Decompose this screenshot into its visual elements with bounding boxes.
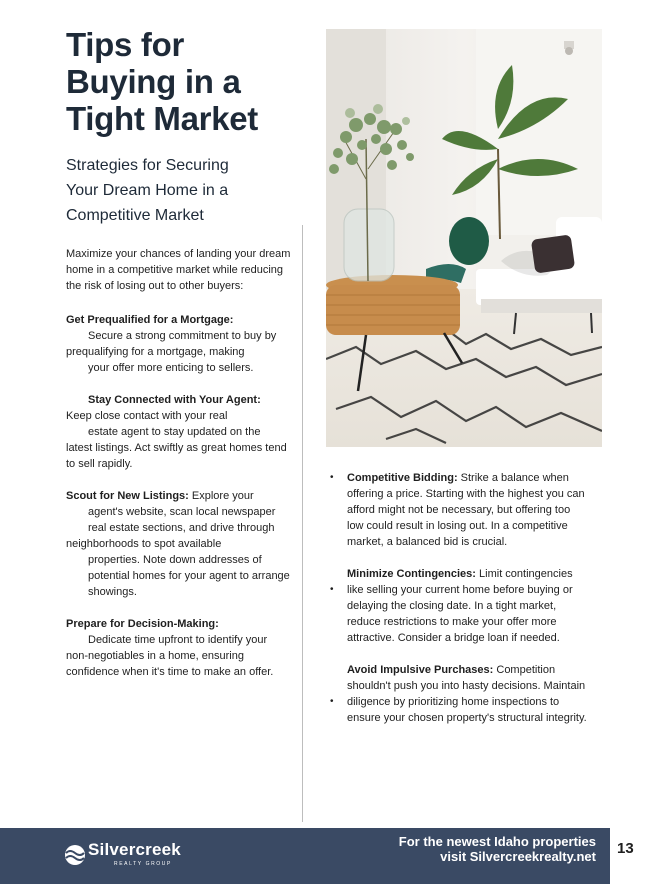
tip-heading: Scout for New Listings:: [66, 490, 189, 502]
logo-wordmark: Silvercreek: [88, 840, 181, 859]
tip-heading: Minimize Contingencies:: [347, 568, 476, 580]
silvercreek-wave-icon: [64, 844, 86, 866]
bullet: •: [330, 472, 334, 483]
subtitle-line: Your Dream Home in a: [66, 182, 229, 199]
page-title: [66, 26, 306, 137]
silvercreek-logo[interactable]: [64, 838, 204, 874]
tip-text: Competition shouldn't push you into hasty decisions. Maintain diligence by prioritizing home inspections to ensure your chosen property's structural integrity.: [347, 664, 587, 724]
tip-text: agent's website, scan local newspaper real estate sections, and drive through: [88, 506, 276, 534]
title-line: Tips for: [66, 26, 184, 63]
list-item: [330, 662, 588, 726]
intro-paragraph: Maximize your chances of landing your dream home in a competitive market while reducing the risk of losing out to other buyers:: [66, 248, 291, 292]
website-link[interactable]: visit Silvercreekrealty.net: [440, 849, 596, 864]
tip-text: Scout for New Listings: Explore your: [66, 490, 254, 502]
tip-text: Strike a balance when offering a price. Starting with the highest you can afford might not be necessary, but offering too low could result in losing out. In a competitive market, a balanced bid is crucial.: [347, 472, 585, 548]
living-room-photo: [326, 29, 602, 447]
tip-text: Dedicate time upfront to identify your: [88, 634, 268, 646]
tip-text: latest listings. Act swiftly as great homes tend to sell rapidly.: [66, 442, 287, 470]
page-subtitle: [66, 153, 266, 228]
tip-text: estate agent to stay updated on the: [88, 426, 261, 438]
tip-listings: [66, 488, 294, 600]
tip-heading: Stay Connected with Your Agent:: [88, 394, 261, 406]
tip-text: properties. Note down addresses of potential homes for your agent to arrange showings.: [88, 554, 290, 598]
right-column: [330, 470, 588, 742]
logo-subtitle: REALTY GROUP: [114, 861, 172, 867]
list-item: [330, 566, 588, 646]
tagline-line: For the newest Idaho properties: [398, 834, 596, 849]
tip-text: non-negotiables in a home, ensuring confidence when it's time to make an offer.: [66, 650, 274, 678]
title-line: Tight Market: [66, 100, 258, 137]
tip-agent: [66, 392, 294, 472]
page-number: 13: [617, 840, 634, 857]
tip-text: Limit contingencies like selling your current home before buying or delaying the closing date. In a tight market, reduce restrictions to make your offer more attractive. Consider a bridge loan if needed.: [347, 568, 573, 644]
title-line: Buying in a: [66, 63, 241, 100]
subtitle-line: Strategies for Securing: [66, 157, 229, 174]
tip-heading: Get Prequalified for a Mortgage:: [66, 314, 234, 326]
bullet: •: [330, 584, 334, 595]
column-divider: [302, 225, 303, 822]
left-column: [66, 246, 294, 696]
tip-heading: Competitive Bidding:: [347, 472, 458, 484]
tip-text: your offer more enticing to sellers.: [88, 362, 254, 374]
tip-text: Secure a strong commitment to buy by prequalifying for a mortgage, making: [66, 330, 277, 358]
tip-decision: [66, 616, 294, 680]
footer-bar: [0, 828, 610, 884]
list-item: [330, 470, 588, 550]
subtitle-line: Competitive Market: [66, 207, 204, 224]
tip-text: neighborhoods to spot available: [66, 538, 222, 550]
tip-text: Keep close contact with your real: [66, 410, 228, 422]
bullet: •: [330, 696, 334, 707]
footer-tagline[interactable]: [399, 834, 596, 864]
tip-heading: Prepare for Decision-Making:: [66, 618, 219, 630]
tip-prequalify: [66, 312, 294, 376]
tip-heading: Avoid Impulsive Purchases:: [347, 664, 494, 676]
